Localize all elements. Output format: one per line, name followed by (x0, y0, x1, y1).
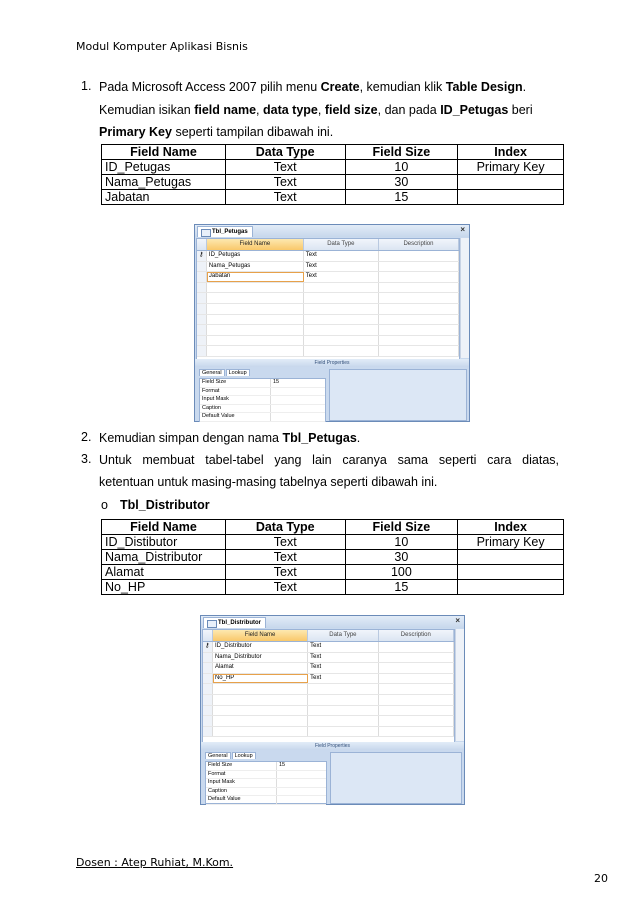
row-selector-header (203, 630, 213, 641)
cell: Alamat (102, 565, 226, 580)
cell (458, 550, 564, 565)
cell: 30 (345, 175, 458, 190)
cell: Text (225, 160, 345, 175)
description-cell[interactable] (379, 663, 454, 673)
cell: Text (225, 565, 345, 580)
empty-row[interactable] (197, 336, 459, 347)
cell: 10 (345, 160, 458, 175)
empty-row[interactable] (203, 684, 454, 695)
empty-row[interactable] (197, 346, 459, 357)
cell (458, 175, 564, 190)
data-type-cell[interactable]: Text (308, 653, 378, 663)
page-number: 20 (594, 872, 608, 885)
property-value[interactable] (276, 779, 326, 787)
access-design-window-distributor (200, 615, 465, 805)
vertical-scrollbar[interactable] (455, 629, 464, 741)
table-row (102, 175, 564, 190)
empty-row[interactable] (203, 727, 454, 738)
property-row: Input Mask (200, 396, 325, 405)
step-1-number: 1. (81, 79, 92, 93)
data-type-cell[interactable]: Text (308, 642, 378, 652)
col-field-name: Field Name (102, 145, 226, 160)
cell: 30 (345, 550, 458, 565)
property-row: Field Size 15 (200, 379, 325, 388)
property-value[interactable] (276, 788, 326, 796)
design-grid (196, 238, 460, 360)
data-type-cell[interactable]: Text (308, 674, 378, 684)
bullet-mark: o (101, 498, 108, 512)
empty-row[interactable] (197, 283, 459, 294)
cell: Primary Key (458, 535, 564, 550)
description-cell[interactable] (379, 674, 454, 684)
cell: 15 (345, 190, 458, 205)
step-2-number: 2. (81, 430, 92, 444)
property-tabs (199, 369, 251, 376)
cell: Primary Key (458, 160, 564, 175)
table-header-row (102, 520, 564, 535)
property-help-pane (329, 369, 467, 421)
step-1-line-3: Primary Key seperti tampilan dibawah ini. (99, 125, 334, 139)
tab-lookup[interactable]: Lookup (226, 369, 250, 376)
grid-header (197, 239, 459, 251)
property-row: Caption (200, 405, 325, 414)
empty-row[interactable] (197, 325, 459, 336)
row-selector (197, 272, 207, 282)
key-icon: ⚷ (203, 642, 213, 652)
empty-row[interactable] (203, 706, 454, 717)
description-cell[interactable] (379, 262, 459, 272)
field-row[interactable] (203, 674, 454, 685)
step-2-text: Kemudian simpan dengan nama Tbl_Petugas. (99, 431, 361, 445)
cell: ID_Petugas (102, 160, 226, 175)
window-titlebar (195, 225, 469, 237)
table-row (102, 535, 564, 550)
col-field-name: Field Name (102, 520, 226, 535)
tbl-distributor-heading: Tbl_Distributor (120, 498, 210, 512)
cell: Jabatan (102, 190, 226, 205)
row-selector (203, 653, 213, 663)
step-1-line-1: Pada Microsoft Access 2007 pilih menu Create, kemudian klik Table Design. (99, 80, 527, 94)
field-name-column: Field Name (207, 239, 304, 250)
distributor-spec-table (101, 519, 564, 595)
data-type-column: Data Type (308, 630, 378, 641)
step-3-line-1: Untuk membuat tabel-tabel yang lain caranya sama seperti cara diatas, (99, 453, 559, 467)
field-row[interactable] (197, 251, 459, 262)
property-value[interactable]: 15 (276, 762, 326, 770)
table-header-row (102, 145, 564, 160)
design-grid (202, 629, 455, 743)
description-column: Description (379, 239, 459, 250)
field-properties-bar: Field Properties (201, 742, 464, 750)
key-icon: ⚷ (197, 251, 207, 261)
field-name-cell[interactable]: Nama_Distributor (213, 653, 308, 663)
col-data-type: Data Type (225, 520, 345, 535)
empty-row[interactable] (203, 695, 454, 706)
description-column: Description (379, 630, 454, 641)
property-row: Default Value (200, 413, 325, 422)
field-name-cell[interactable]: Nama_Petugas (207, 262, 304, 272)
running-header: Modul Komputer Aplikasi Bisnis (76, 40, 248, 53)
description-cell[interactable] (379, 272, 459, 282)
cell: Text (225, 190, 345, 205)
cell: 10 (345, 535, 458, 550)
cell: Nama_Distributor (102, 550, 226, 565)
field-row[interactable] (197, 272, 459, 283)
cell (458, 580, 564, 595)
empty-row[interactable] (203, 716, 454, 727)
table-row (102, 580, 564, 595)
data-type-column: Data Type (304, 239, 379, 250)
property-value[interactable] (270, 405, 325, 413)
table-tab[interactable]: Tbl_Petugas (197, 226, 253, 237)
property-row: Format (206, 771, 326, 780)
property-row: Input Mask (206, 779, 326, 788)
property-row: Field Size 15 (206, 762, 326, 771)
field-row[interactable] (203, 642, 454, 653)
close-icon[interactable]: × (455, 616, 460, 625)
empty-row[interactable] (197, 304, 459, 315)
row-selector-header (197, 239, 207, 250)
property-value[interactable] (276, 796, 326, 804)
property-value[interactable]: 15 (270, 379, 325, 387)
cell: Text (225, 580, 345, 595)
field-row[interactable] (197, 262, 459, 273)
data-type-cell[interactable]: Text (304, 251, 379, 261)
step-1-line-2: Kemudian isikan field name, data type, field size, dan pada ID_Petugas beri (99, 103, 533, 117)
field-name-cell[interactable]: ID_Distributor (213, 642, 308, 652)
tab-lookup[interactable]: Lookup (232, 752, 256, 759)
description-cell[interactable] (379, 251, 459, 261)
field-properties-bar: Field Properties (195, 359, 469, 367)
tab-general[interactable]: General (199, 369, 225, 376)
close-icon[interactable]: × (460, 225, 465, 234)
property-help-pane (330, 752, 462, 804)
cell: Text (225, 175, 345, 190)
col-field-size: Field Size (345, 520, 458, 535)
table-tab[interactable]: Tbl_Distributor (203, 617, 266, 628)
col-index: Index (458, 520, 564, 535)
table-row (102, 160, 564, 175)
data-type-cell[interactable]: Text (308, 663, 378, 673)
col-field-size: Field Size (345, 145, 458, 160)
data-type-cell[interactable]: Text (304, 262, 379, 272)
cell: 100 (345, 565, 458, 580)
row-selector (203, 663, 213, 673)
property-value[interactable] (276, 771, 326, 779)
description-cell[interactable] (379, 642, 454, 652)
cell: Nama_Petugas (102, 175, 226, 190)
step-3-line-2: ketentuan untuk masing-masing tabelnya seperti dibawah ini. (99, 475, 438, 489)
property-row: Default Value (206, 796, 326, 805)
field-name-cell[interactable]: ID_Petugas (207, 251, 304, 261)
window-titlebar (201, 616, 464, 628)
field-name-column: Field Name (213, 630, 308, 641)
petugas-spec-table (101, 144, 564, 205)
cell: ID_Distibutor (102, 535, 226, 550)
cell (458, 565, 564, 580)
col-index: Index (458, 145, 564, 160)
field-name-cell[interactable]: Jabatan (207, 272, 304, 282)
property-tabs (205, 752, 257, 759)
cell: No_HP (102, 580, 226, 595)
property-value[interactable] (270, 396, 325, 404)
row-selector (203, 674, 213, 684)
property-value[interactable] (270, 413, 325, 421)
grid-header (203, 630, 454, 642)
field-row[interactable] (203, 663, 454, 674)
access-design-window-petugas (194, 224, 470, 422)
tab-general[interactable]: General (205, 752, 231, 759)
empty-row[interactable] (197, 315, 459, 326)
table-row (102, 190, 564, 205)
step-3-number: 3. (81, 452, 92, 466)
cell (458, 190, 564, 205)
field-name-cell[interactable]: No_HP (213, 674, 308, 684)
property-row: Format (200, 388, 325, 397)
col-data-type: Data Type (225, 145, 345, 160)
vertical-scrollbar[interactable] (460, 238, 469, 358)
property-value[interactable] (270, 388, 325, 396)
description-cell[interactable] (379, 653, 454, 663)
table-row (102, 550, 564, 565)
property-row: Caption (206, 788, 326, 797)
cell: Text (225, 535, 345, 550)
field-row[interactable] (203, 653, 454, 664)
cell: 15 (345, 580, 458, 595)
row-selector (197, 262, 207, 272)
field-name-cell[interactable]: Alamat (213, 663, 308, 673)
cell: Text (225, 550, 345, 565)
empty-row[interactable] (197, 293, 459, 304)
footer-author: Dosen : Atep Ruhiat, M.Kom. (76, 856, 234, 869)
property-sheet (199, 378, 326, 422)
property-sheet (205, 761, 327, 804)
table-row (102, 565, 564, 580)
data-type-cell[interactable]: Text (304, 272, 379, 282)
